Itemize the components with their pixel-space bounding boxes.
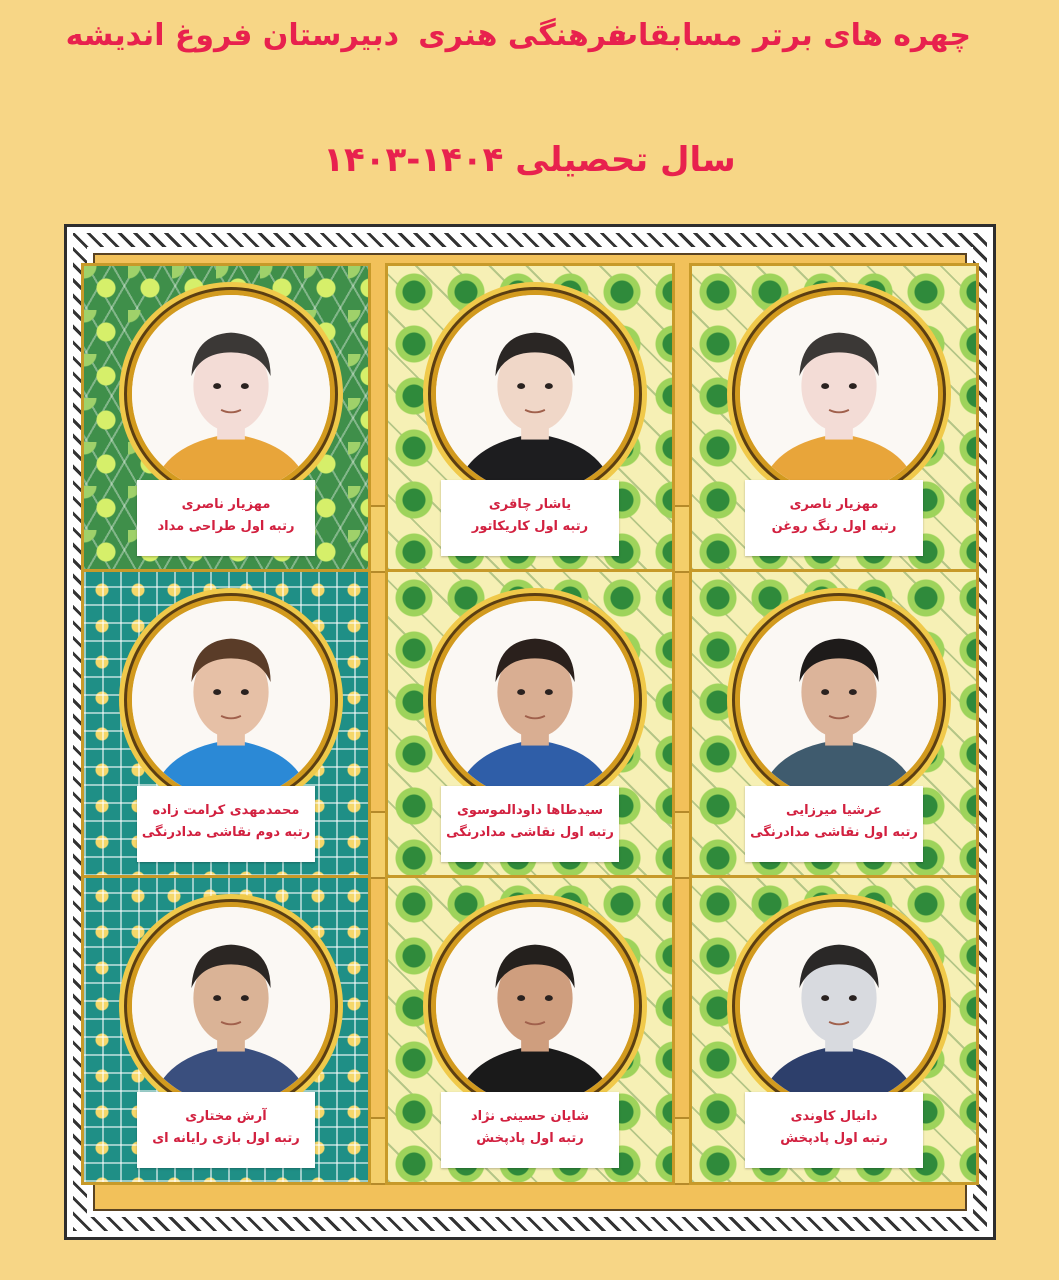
student-caption xyxy=(441,1092,619,1168)
student-rank: رتبه اول نقاشی مدادرنگی xyxy=(750,825,918,840)
student-rank: رتبه اول رنگ روغن xyxy=(771,519,897,534)
student-portrait xyxy=(740,907,938,1105)
student-rank: رتبه اول بازی رایانه ای xyxy=(152,1131,300,1146)
student-name: مهزیار ناصری xyxy=(181,497,271,512)
academic-year-title: سال تحصیلی ۱۴۰۴-۱۴۰۳ xyxy=(323,140,736,180)
header-title-part-1: چهره های برتر مسابقات xyxy=(607,18,971,53)
student-card xyxy=(385,569,675,879)
student-portrait xyxy=(436,907,634,1105)
page-header xyxy=(0,18,1059,74)
student-rank: رتبه اول پادپخش xyxy=(476,1131,584,1146)
student-photo-frame xyxy=(431,290,639,498)
student-grid xyxy=(93,253,967,1211)
student-name: شایان حسینی نژاد xyxy=(470,1109,590,1124)
student-caption xyxy=(137,1092,315,1168)
student-photo-frame xyxy=(431,596,639,804)
student-name: دانیال کاوندی xyxy=(790,1109,878,1124)
student-photo-frame xyxy=(127,902,335,1110)
student-card xyxy=(81,569,371,879)
student-photo-frame xyxy=(735,596,943,804)
student-caption xyxy=(137,786,315,862)
student-portrait xyxy=(132,601,330,799)
student-photo-frame xyxy=(735,290,943,498)
student-card xyxy=(81,263,371,573)
student-rank: رتبه اول پادپخش xyxy=(780,1131,888,1146)
student-rank: رتبه دوم نقاشی مدادرنگی xyxy=(141,825,311,840)
student-portrait xyxy=(132,295,330,493)
student-name: یاشار چاقری xyxy=(488,497,572,512)
student-name: عرشیا میرزایی xyxy=(786,803,882,818)
student-name: سیدطاها داودالموسوی xyxy=(456,803,604,818)
student-card xyxy=(81,875,371,1185)
student-caption xyxy=(745,1092,923,1168)
student-card xyxy=(385,263,675,573)
student-name: محمدمهدی کرامت زاده xyxy=(152,803,300,818)
ornamental-frame xyxy=(64,224,996,1240)
student-card xyxy=(689,263,979,573)
student-name: مهزیار ناصری xyxy=(789,497,879,512)
student-caption xyxy=(137,480,315,556)
student-card xyxy=(689,875,979,1185)
student-photo-frame xyxy=(735,902,943,1110)
student-photo-frame xyxy=(127,290,335,498)
student-rank: رتبه اول کاریکاتور xyxy=(471,519,589,534)
student-caption xyxy=(745,786,923,862)
student-caption xyxy=(441,786,619,862)
student-card xyxy=(689,569,979,879)
student-portrait xyxy=(436,601,634,799)
student-card xyxy=(385,875,675,1185)
header-title-part-2: فرهنگی هنری xyxy=(418,18,627,53)
student-portrait xyxy=(132,907,330,1105)
student-photo-frame xyxy=(127,596,335,804)
student-name: آرش مختاری xyxy=(185,1109,267,1124)
student-rank: رتبه اول نقاشی مدادرنگی xyxy=(446,825,614,840)
student-caption xyxy=(745,480,923,556)
student-rank: رتبه اول طراحی مداد xyxy=(157,519,295,534)
student-portrait xyxy=(740,295,938,493)
student-photo-frame xyxy=(431,902,639,1110)
student-portrait xyxy=(436,295,634,493)
header-title-part-3: دبیرستان فروغ اندیشه xyxy=(65,18,399,53)
student-caption xyxy=(441,480,619,556)
student-portrait xyxy=(740,601,938,799)
